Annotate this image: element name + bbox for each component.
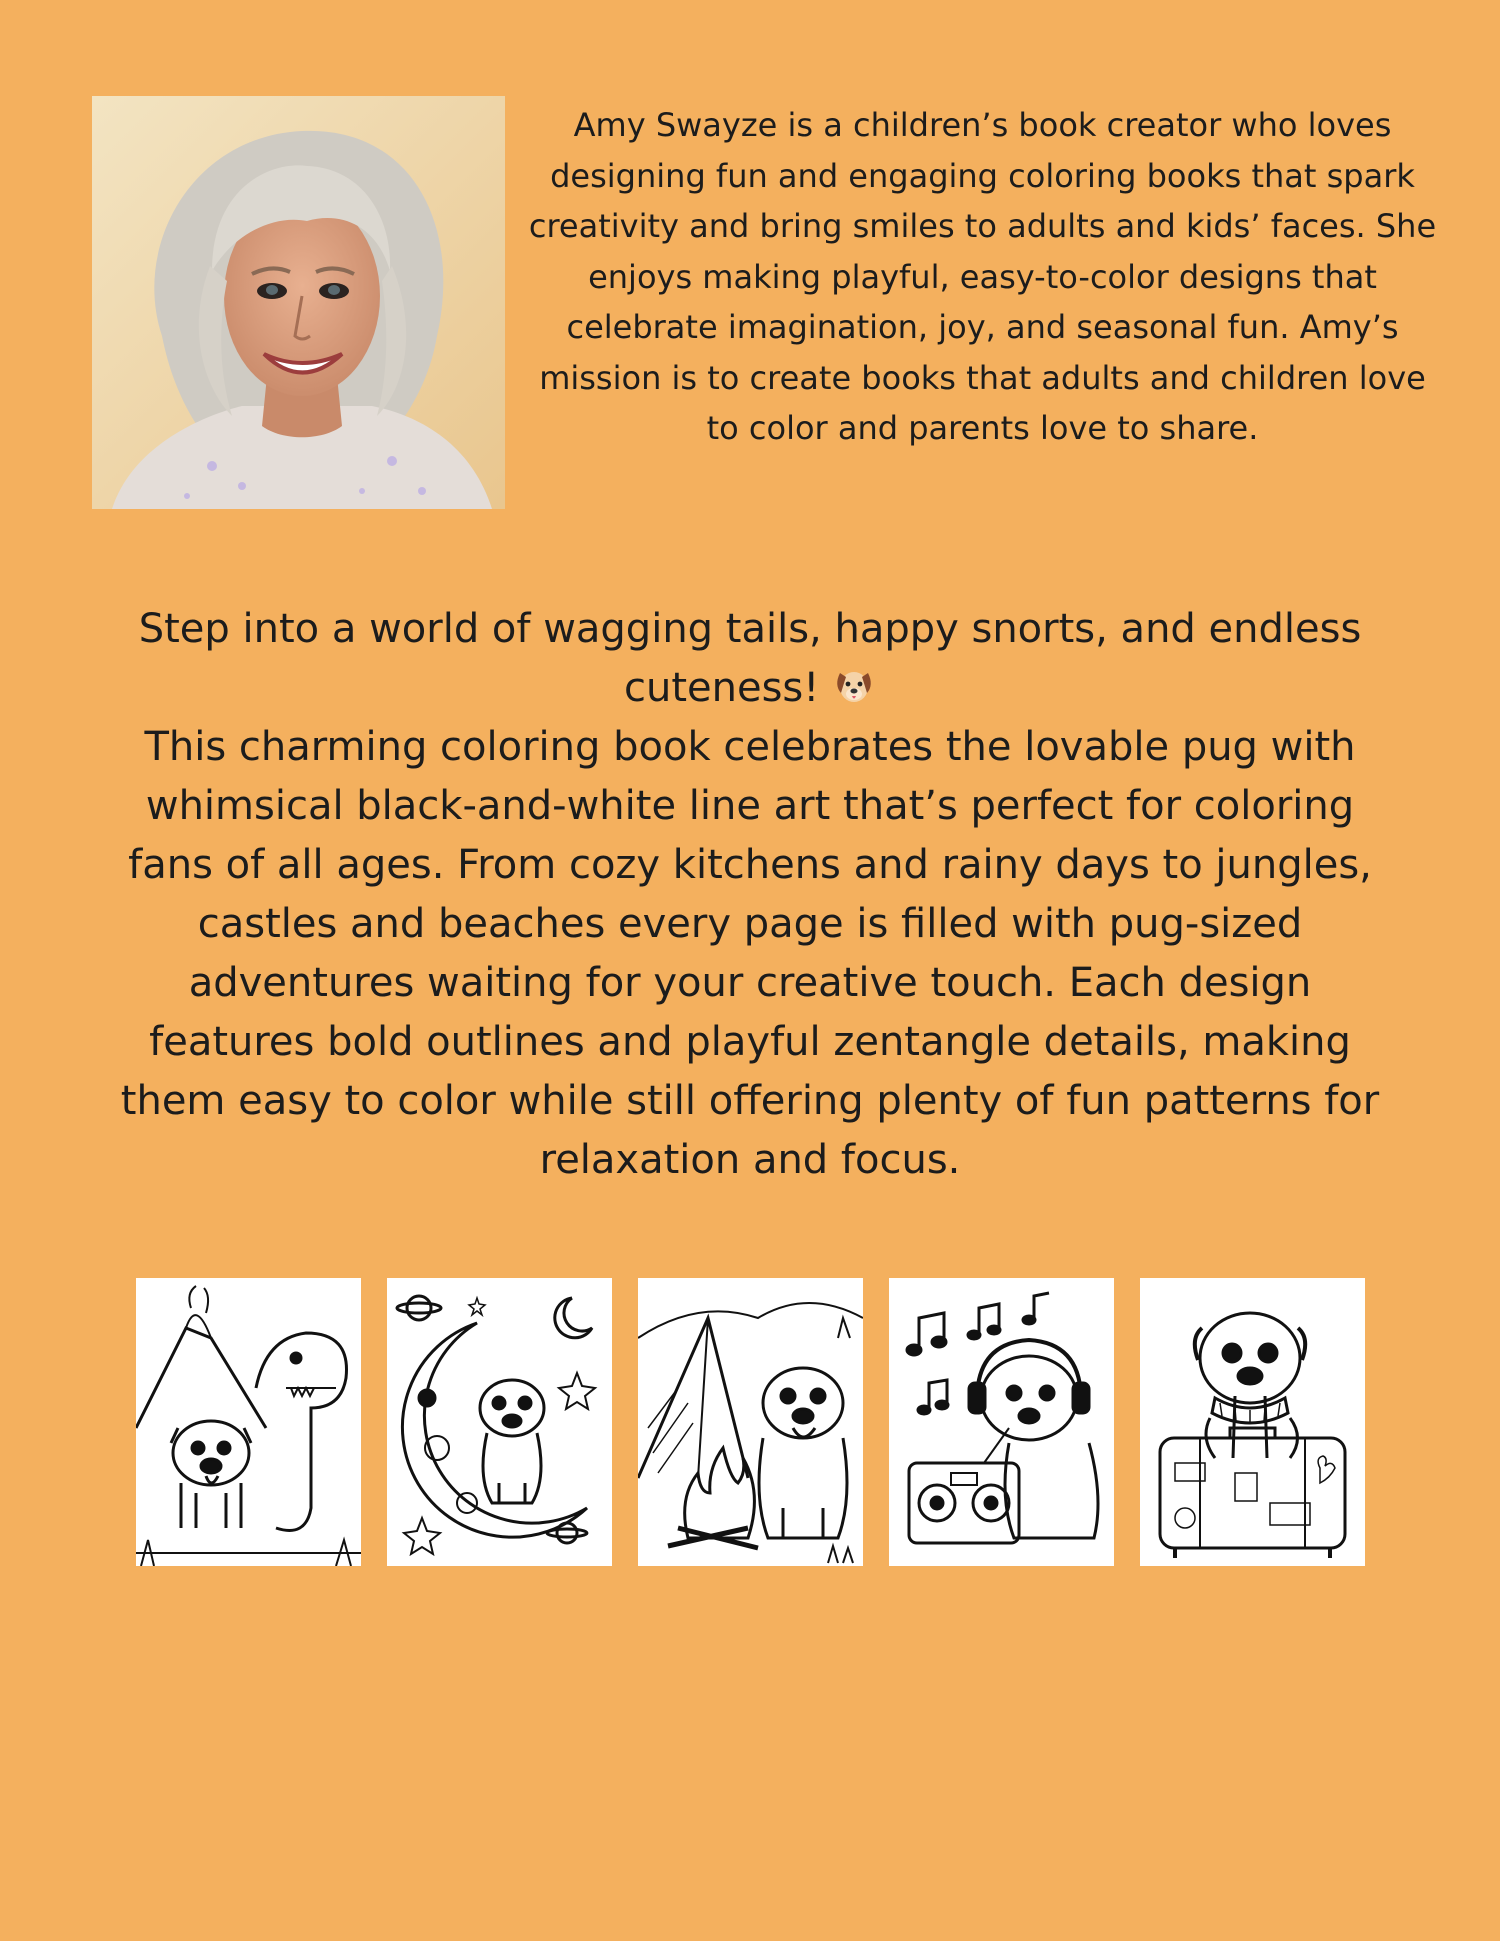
book-description [100,600,1400,1190]
intro-text: Step into a world of wagging tails, happy snorts, and endless cuteness! [138,606,1362,711]
author-bio: Amy Swayze is a children’s book creator who loves designing fun and engaging coloring books that spark creativity and bring smiles to adults and kids’ faces. She enjoys making playful, easy-to-color designs that celebrate imagination, joy, and seasonal fun. Amy’s mission is to create books that adults and children love to color and parents love to share. [528,106,1437,447]
author-photo [92,96,505,509]
pug-headphones-music-illustration [889,1278,1114,1566]
gallery-thumb-3 [638,1278,863,1566]
pug-campfire-tent-illustration [638,1278,863,1566]
gallery-thumb-4 [889,1278,1114,1566]
pug-moon-stars-illustration [387,1278,612,1566]
intro-line [100,600,1400,718]
gallery-thumb-5 [1140,1278,1365,1566]
dog-face-icon [832,663,876,707]
pug-suitcase-travel-illustration [1140,1278,1365,1566]
gallery-thumb-1 [136,1278,361,1566]
gallery-thumb-2 [387,1278,612,1566]
description-text: This charming coloring book celebrates the lovable pug with whimsical black-and-white line art that’s perfect for coloring fans of all ages. From cozy kitchens and rainy days to jungles, castles and beaches every page is filled with pug-sized adventures waiting for your creative touch. Each design features bold outlines and playful zentangle details, making them easy to color while still offering plenty of fun patterns for relaxation and focus. [120,724,1380,1183]
author-portrait [92,96,505,509]
pug-dinosaur-volcano-illustration [136,1278,361,1566]
